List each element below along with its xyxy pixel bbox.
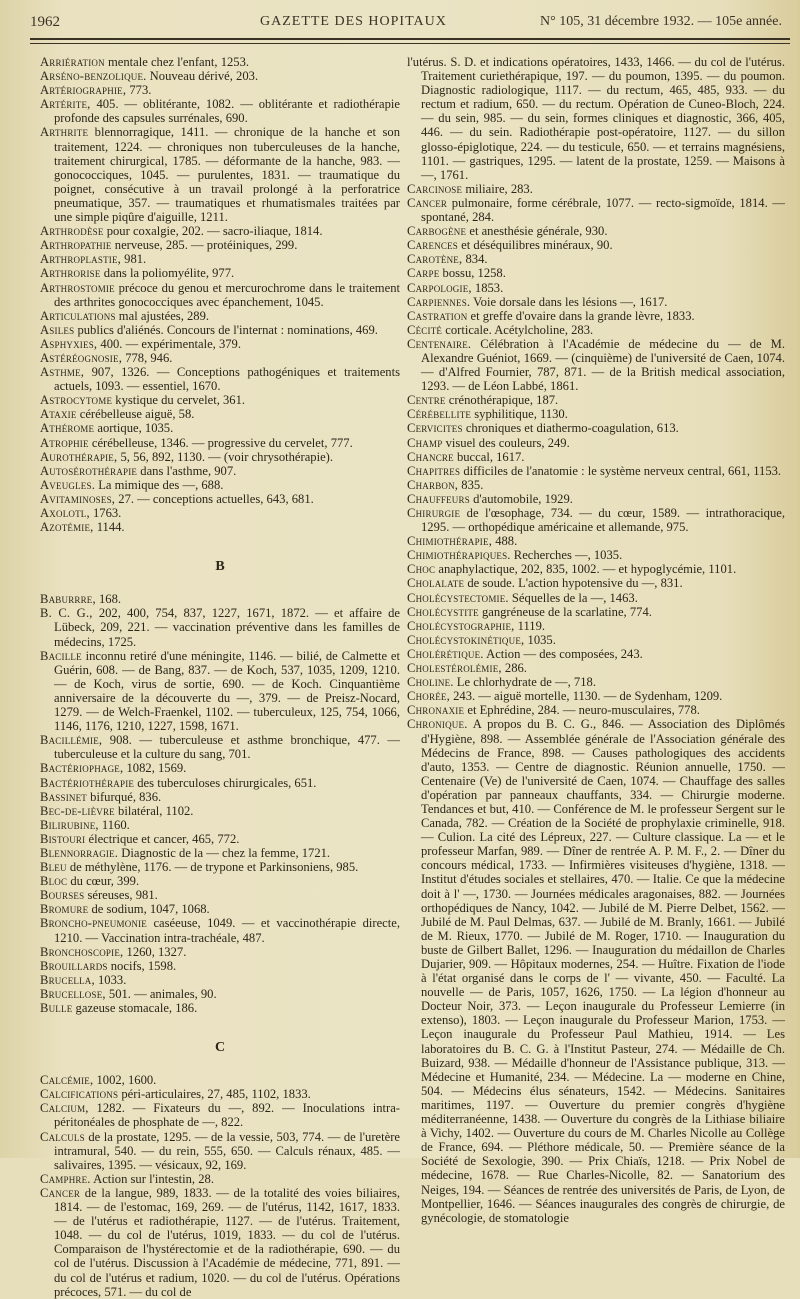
index-entry [40, 252, 400, 266]
index-headword: Arthroplastie, [40, 252, 122, 267]
index-references: 778, 946. [122, 350, 173, 365]
index-entry [407, 196, 785, 224]
index-references: kystique du cervelet, 361. [112, 393, 246, 408]
index-headword: Calculs [40, 1129, 85, 1144]
index-references: pulmonaire, forme cérébrale, 1077. — recto-sigmoïde, 1814. — spontané, 284. [421, 195, 785, 225]
index-references: 501. — animales, 90. [105, 986, 217, 1001]
index-entry [407, 252, 785, 266]
right-column [407, 55, 785, 1225]
index-entry [407, 309, 785, 323]
index-references: de sodium, 1047, 1068. [88, 902, 210, 917]
index-references: 1853. [471, 280, 504, 295]
section-letter: B [215, 559, 225, 575]
index-references: de méthylène, 1176. — de trypone et Parkinsoniens, 985. [66, 860, 359, 875]
index-references: 1119. [514, 618, 546, 633]
index-headword: Cholestérolémie, [407, 661, 502, 676]
index-references: et Ephrédine, 284. — neuro-musculaires, 778. [464, 703, 700, 718]
index-references: dans l'asthme, 907. [137, 463, 237, 478]
index-headword: Azotémie, [40, 520, 94, 535]
index-references: Action — des composées, 243. [483, 646, 643, 661]
index-references: cérébelleuse aiguë, 58. [76, 407, 195, 422]
index-entry [407, 337, 785, 393]
index-references: 835. [458, 477, 484, 492]
index-headword: Astéréognosie, [40, 350, 123, 365]
index-entry [40, 987, 400, 1001]
index-headword: Bacillémie, [40, 733, 103, 748]
index-references: séreuses, 981. [84, 888, 158, 903]
index-headword: Axolotl, [40, 506, 90, 520]
index-headword: Chronique. [407, 717, 468, 732]
index-references: bilatéral, 1102. [114, 803, 194, 818]
index-references: 1035. [524, 632, 556, 647]
index-entry [40, 1001, 400, 1015]
index-references: aortique, 1035. [94, 421, 174, 436]
index-entry [40, 818, 400, 832]
index-headword: Arthrodèse [40, 224, 104, 239]
index-headword: Bromure [40, 902, 89, 917]
index-headword: Centenaire. [407, 336, 472, 351]
index-entry [40, 804, 400, 818]
index-references: difficiles de l'anatomie : le système nerveux central, 661, 1153. [460, 463, 782, 478]
index-headword: Carbogène [407, 224, 467, 239]
index-headword: Cancer [40, 1185, 81, 1200]
index-headword: Chimiothérapie, [407, 534, 493, 549]
index-references: 1260, 1327. [123, 944, 187, 959]
index-headword: Arriération [40, 55, 105, 69]
index-headword: Bassinet [40, 789, 88, 804]
index-entry [407, 295, 785, 309]
index-entry [40, 832, 400, 846]
index-entry [407, 450, 785, 464]
index-entry [40, 83, 400, 97]
index-entry [40, 492, 400, 506]
index-entry [40, 1101, 400, 1129]
index-entry [40, 945, 400, 959]
index-entry [40, 125, 400, 224]
index-entry [407, 562, 785, 576]
index-entry [40, 55, 400, 69]
section-letter: C [214, 1040, 226, 1056]
index-entry [407, 675, 785, 689]
header-rule [30, 38, 790, 40]
index-references: 488. [492, 534, 518, 549]
index-headword: Arthrite [40, 125, 89, 140]
index-references: d'automobile, 1929. [469, 491, 573, 506]
index-headword: Choc [407, 562, 436, 577]
index-entry [407, 492, 785, 506]
index-references: pour coxalgie, 202. — sacro-iliaque, 1814. [103, 224, 323, 239]
index-entry [407, 238, 785, 252]
index-entry [40, 1130, 400, 1172]
index-references: l'utérus. S. D. et indications opératoires, 1433, 1466. — du col de l'utérus. Traitement curiethérapique, 197. — du poumon, 1395. — du poumon. Diagnostic radiologique, 1117. — du rectum, 465, 485, 933. — du rectum et radium, 650. — du rectum. Opération de Cuneo-Bloch, 224. — du sein, 985. — du sein, formes cliniques et diagnostic, 366, 405, 446. — du sein. Radiothérapie post-opératoire, 1127. — du sillon glosso-épiglotique, 224. — du testicule, 650. — et terrains magnésiens, 1101. — gastriques, 1295. — latent de la prostate, 1259. — Maisons à —, 1761. [407, 55, 785, 182]
index-entry [407, 407, 785, 421]
index-entry [40, 365, 400, 393]
index-references: de soude. L'action hypotensive du —, 831. [464, 576, 683, 591]
index-headword: Asiles [40, 322, 75, 337]
index-references: 400. — expérimentale, 379. [97, 336, 242, 351]
index-references: dans la poliomyélite, 977. [100, 266, 235, 281]
index-headword: Bactériothérapie [40, 775, 135, 790]
index-references: mal ajustées, 289. [115, 308, 210, 323]
index-references: 1763. [89, 506, 122, 520]
index-headword: Bactériophage, [40, 761, 124, 776]
index-references: mentale chez l'enfant, 1253. [104, 55, 250, 69]
index-headword: Asphyxies, [40, 336, 98, 351]
index-headword: Aurothérapie, [40, 449, 118, 464]
index-headword: Chauffeurs [407, 491, 470, 506]
index-headword: Artériographie, [40, 83, 127, 98]
index-headword: Calcémie, [40, 1073, 94, 1088]
index-references: péri-articulaires, 27, 485, 1102, 1833. [118, 1087, 311, 1102]
index-references: crénothérapique, 187. [445, 393, 559, 408]
index-entry [40, 790, 400, 804]
index-headword: Bourses [40, 888, 85, 903]
index-references: anaphylactique, 202, 835, 1002. — et hypoglycémie, 1101. [435, 562, 737, 577]
index-references: et greffe d'ovaire dans la grande lèvre, 1833. [467, 308, 695, 323]
index-references: 168. [95, 592, 122, 607]
index-references: bifurqué, 836. [87, 789, 162, 804]
index-references: de l'œsophage, 734. — du cœur, 1589. — intrathoracique, 1295. — orthopédique américaine et allemande, 975. [421, 506, 785, 535]
index-references: Action sur l'intestin, 28. [90, 1171, 214, 1186]
index-headword: Ataxie [40, 407, 77, 422]
index-headword: Blennorragie. [40, 845, 119, 860]
index-headword: Cholécystite [407, 604, 479, 619]
index-entry [40, 733, 400, 761]
index-entry [407, 323, 785, 337]
index-entry [40, 1186, 400, 1299]
index-headword: Carotène, [407, 252, 463, 267]
index-references: 1082, 1569. [123, 761, 187, 776]
index-headword: Chronaxie [407, 703, 465, 718]
index-entry [40, 266, 400, 280]
index-headword: Cérébellite [407, 407, 472, 422]
index-references: 1160. [98, 817, 130, 832]
index-entry [407, 591, 785, 605]
index-references: 405. — oblitérante, 1082. — oblitérante et radiothérapie profonde des capsules surrénales, 690. [54, 97, 400, 126]
index-entry [407, 506, 785, 534]
index-headword: Chapitres [407, 463, 461, 478]
index-references: électrique et cancer, 465, 772. [85, 831, 240, 846]
index-entry [407, 647, 785, 661]
index-entry [40, 520, 400, 534]
index-references: 243. — aiguë mortelle, 1130. — de Sydenham, 1209. [449, 689, 723, 704]
index-references: syphilitique, 1130. [471, 407, 568, 422]
index-headword: Brouillards [40, 958, 108, 973]
index-entry [40, 592, 400, 606]
index-entry [407, 619, 785, 633]
index-references: blennorragique, 1411. — chronique de la hanche et son traitement, 1224. — chroniques non tuberculeuses de la hanche, traitement chirurgical, 1785. — déformante de la hanche, 983. — gonococciques, 1045. — purulentes, 1831. — traumatique du poignet, consécutive à un travail prolongé à la perforatrice pneumatique, 357. — traumatiques et rhumatismales traitées par une simple piqûre d'aiguille, 1211. [54, 125, 400, 225]
index-references: Séquelles de la —, 1463. [508, 590, 638, 605]
index-headword: Athérome [40, 421, 95, 436]
index-entry [40, 337, 400, 351]
index-entry [40, 874, 400, 888]
index-references: corticale. Acétylcholine, 283. [442, 322, 594, 337]
index-headword: Calcium, [40, 1101, 89, 1116]
index-entry [407, 534, 785, 548]
index-references: précoce du genou et mercurochrome dans le traitement des arthrites gonococciques avec épanchement, 1045. [54, 280, 400, 309]
issue-info: N° 105, 31 décembre 1932. — 105e année. [540, 14, 782, 29]
index-headword: Cholérétique. [407, 646, 484, 661]
index-references: Recherches —, 1035. [510, 548, 623, 563]
index-headword: Cholécystographie, [407, 618, 515, 633]
index-references: visuel des couleurs, 249. [442, 435, 570, 450]
index-entry [40, 1073, 400, 1087]
index-references: 5, 56, 892, 1130. — (voir chrysothérapie). [117, 449, 334, 464]
index-headword: Avitaminoses, [40, 491, 116, 506]
index-entry [40, 407, 400, 421]
index-headword: Atrophie [40, 435, 89, 450]
index-entry [407, 266, 785, 280]
index-entry [40, 450, 400, 464]
index-entry [40, 281, 400, 309]
index-headword: Bilirubine, [40, 817, 99, 832]
index-headword: Cervicites [407, 421, 463, 436]
index-references: inconnu retiré d'une méningite, 1146. — bilié, de Calmette et Guérin, 608. — de Bang, 837. — de Koch, 537, 1035, 1209, 1210. — de Koch, virus de sortie, 690. — de Koch. Cinquantième anniversaire de la découverte du —, 379. — de Preisz-Nocard, 1279. — de Welch-Fraenkel, 1102. — tuberculeux, 125, 754, 1066, 1146, 1176, 1210, 1227, 1598, 1671. [54, 648, 400, 734]
journal-title: GAZETTE DES HOPITAUX [260, 14, 447, 29]
index-entry [40, 224, 400, 238]
index-entry [40, 436, 400, 450]
index-entry [40, 351, 400, 365]
index-references: 1144. [93, 520, 125, 535]
index-entry [40, 860, 400, 874]
index-entry [407, 393, 785, 407]
index-headword: Charbon, [407, 477, 459, 492]
index-headword: Bleu [40, 860, 67, 875]
index-references: 834. [462, 252, 488, 267]
index-headword: Arthrostomie [40, 280, 115, 295]
index-headword: Carences [407, 238, 459, 253]
index-headword: Champ [407, 435, 443, 450]
index-entry [40, 309, 400, 323]
index-entry [40, 323, 400, 337]
index-entry [407, 464, 785, 478]
left-column [40, 55, 400, 1299]
page-number: 1962 [30, 14, 60, 30]
index-references: 907, 1326. — Conceptions pathogéniques et traitements actuels, 1093. — essentiel, 1670. [54, 365, 400, 394]
index-headword: Bec-de-lièvre [40, 803, 115, 818]
index-references: Diagnostic de la — chez la femme, 1721. [118, 845, 331, 860]
page-header [30, 12, 790, 34]
index-headword: Castration [407, 308, 468, 323]
index-headword: Aveugles. [40, 477, 96, 492]
index-references: La mimique des —, 688. [95, 477, 224, 492]
index-entry [40, 69, 400, 83]
index-references: 27. — conceptions actuelles, 643, 681. [115, 491, 314, 506]
index-references: du cœur, 399. [67, 874, 140, 889]
index-entry [40, 506, 400, 520]
index-entry [40, 888, 400, 902]
index-references: et anesthésie générale, 930. [466, 224, 608, 239]
index-references: 773. [126, 83, 152, 98]
index-entry [40, 478, 400, 492]
index-references: gazeuse stomacale, 186. [72, 1001, 198, 1015]
index-headword: Camphre. [40, 1171, 91, 1186]
index-headword: Carpologie, [407, 280, 472, 295]
index-entry [407, 478, 785, 492]
index-references: nerveuse, 285. — protéiniques, 299. [111, 238, 298, 253]
index-references: A propos du B. C. G., 846. — Association des Diplômés d'Hygiène, 898. — Assemblée générale de l'Association générale des Médecins de France, 898. — Causes pathologiques des accidents d'auto, 1353. — Centre de diagnostic. Réunion annuelle, 1750. — Centenaire (Ve) de l'université de Caen, 1074. — Chauffage des salles d'opération par panneaux chauffants, 334. — Chirurgie moderne. Tendances et but, 410. — Conférence de M. le professeur Sergent sur le Canada, 782. — Création de la Société de prophylaxie criminelle, 918. — Culion. La cité des Lépreux, 227. — Culture classique. La — et le professeur Marfan, 989. — Dîner de rentrée A. P. M. F., 2. — Dîner du concours médical, 1733. — Infirmières visiteuses d'hygiène, 1318. — Institut d'études sociales et stellaires, 470. — Italie. Ce que la médecine doit à l' —, 1730. — Journées médicales aragonaises, 882. — Journées orthopédiques de Nancy, 1042. — Jubilé de M. Pierre Delbet, 1562. — Jubilé de M. Paul Delmas, 637. — Jubilé de M. Branly, 1661. — Jubilé de M. Rieux, 1770. — Jubilé de M. Roger, 1710. — Inauguration du buste de Gilbert Ballet, 1296. — Inauguration du médaillon de Charles Dujarier, 909. — Hôpitaux modernes, 254. — Huître. Fixation de l'iode à l'état organisé dans le corps de l' — vivante, 450. — Faculté. La nouvelle — de Paris, 1057, 1626, 1750. — La légion d'honneur au Docteur Noir, 373. — Leçon inaugurale du Professeur Lemierre (in extenso), 1803. — Leçon inaugurale du Professeur Marion, 1753. — Leçon inaugurale du Professeur Paul Mathieu, 1914. — Les laboratoires du B. C. G. à l'Institut Pasteur, 274. — Médaille de Ch. Buizard, 938. — Médaille d'honneur de l'Assistance publique, 313. — Médecine et Humanité, 234. — Médecine. La — moderne en Chine, 504. — Médecins élus sénateurs, 1542. — Médecins. Sanitaires maritimes, 1197. — Ouverture du premier congrès d'hygiène méditerranéenne, 1438. — Ouverture du congrès de la Lithiase biliaire à Vichy, 1402. — Ouverture du cours de M. Charles Nicolle au Collège de France, 694. — Pléthore médicale, 50. — Première séance de la Société de Sexologie, 390. — Prix Chiaïs, 1218. — Prix Nobel de médecine, 1678. — Rue Charles-Nicolle, 82. — Sanatorium des Neiges, 194. — Séances de rentrée des universités de Paris, de Lyon, de Montpellier, 1646. — Séances inaugurales des congrès de chirurgie, de gynécologie, de stomatologie [421, 717, 785, 1225]
index-references: Célébration à l'Académie de médecine du — de M. Alexandre Guéniot, 1669. — (cinquième) de l'université de Caen, 1074. — d'Alfred Fournier, 787, 871. — de la British medical association, 1293. — de Léon Labbé, 1861. [421, 336, 785, 394]
index-headword: Arthrorise [40, 266, 101, 281]
index-headword: Chimiothérapiques. [407, 548, 511, 563]
index-entry [40, 776, 400, 790]
index-headword: Arséno-benzolique. [40, 69, 147, 84]
index-entry [407, 224, 785, 238]
index-references: 202, 400, 754, 837, 1227, 1671, 1872. — et affaire de Lübeck, 209, 221. — vaccination préventive dans les familles de médecins, 1725. [54, 606, 400, 649]
index-references: Nouveau dérivé, 203. [146, 69, 259, 84]
index-entry [40, 393, 400, 407]
index-headword: Brucellose, [40, 986, 106, 1001]
index-headword: Chorée, [407, 689, 450, 704]
index-entry [40, 973, 400, 987]
index-entry [40, 606, 400, 648]
index-references: caséeuse, 1049. — et vaccinothérapie directe, 1210. — Vaccination intra-trachéale, 487. [54, 916, 400, 945]
index-entry [407, 605, 785, 619]
index-entry [407, 689, 785, 703]
index-headword: Baburrre, [40, 592, 96, 607]
index-entry [407, 281, 785, 295]
index-references: et déséquilibres minéraux, 90. [458, 238, 613, 253]
index-headword: Centre [407, 393, 446, 408]
index-headword: Arthropathie [40, 238, 112, 253]
index-references: 908. — tuberculeuse et asthme bronchique, 477. — tuberculeuse et la culture du sang, 701. [54, 733, 400, 762]
index-references: 286. [501, 661, 527, 676]
index-entry [407, 576, 785, 590]
index-headword: Cholécystectomie. [407, 590, 509, 605]
index-references: Le chlorhydrate de —, 718. [453, 675, 596, 690]
index-headword: Brucella, [40, 972, 95, 987]
index-entry [40, 1087, 400, 1101]
index-headword: Chancre [407, 449, 454, 464]
index-headword: Carcinose [407, 181, 463, 196]
index-headword: Cholalate [407, 576, 465, 591]
index-entry [407, 55, 785, 182]
index-entry [407, 703, 785, 717]
index-references: buccal, 1617. [453, 449, 525, 464]
index-entry [40, 902, 400, 916]
index-entry [407, 436, 785, 450]
index-references: de la langue, 989, 1833. — de la totalité des voies biliaires, 1814. — de l'estomac, 169, 269. — de l'utérus, 1142, 1617, 1833. — de l'utérus et radiothérapie, 1127. — de l'utérus. Traitement, 1048. — du col de l'utérus, 1019, 1833. — du col de l'utérus. Comparaison de l'hystérectomie et de la radiothérapie, 690. — du col de l'utérus. Discussion à l'Académie de médecine, 771, 891. — du col de l'utérus et radium, 1020. — du col de l'utérus. Opérations précoces, 571. — du col de [54, 1185, 400, 1299]
index-references: publics d'aliénés. Concours de l'internat : nominations, 469. [74, 322, 378, 337]
index-headword: Calcifications [40, 1087, 119, 1102]
index-references: 1002, 1600. [93, 1073, 157, 1088]
index-entry [407, 421, 785, 435]
index-headword: Bronchoscopie, [40, 944, 124, 959]
index-references: 1033. [94, 972, 127, 987]
index-references: 1282. — Fixateurs du —, 892. — Inoculations intra-péritonéales de phosphate de —, 822. [54, 1101, 400, 1130]
index-references: des tuberculoses chirurgicales, 651. [134, 775, 317, 790]
index-references: 981. [121, 252, 147, 267]
index-references: miliaire, 283. [462, 181, 533, 196]
index-headword: Bloc [40, 874, 68, 889]
index-entry [40, 1172, 400, 1186]
index-entry [40, 649, 400, 734]
index-references: bossu, 1258. [439, 266, 506, 281]
index-headword: Autosérothérapie [40, 463, 138, 478]
index-headword: Cancer [407, 195, 448, 210]
index-headword: Cholécystokinétique, [407, 632, 525, 647]
index-references: chroniques et diathermo-coagulation, 613. [462, 421, 679, 436]
index-entry [40, 761, 400, 775]
index-references: de la prostate, 1295. — de la vessie, 503, 774. — de l'uretère intramural, 540. — du rein, 555, 650. — Calculs rénaux, 485. — salivaires, 1395. — vésicaux, 92, 169. [54, 1129, 400, 1172]
index-entry [40, 464, 400, 478]
index-entry [40, 916, 400, 944]
index-headword: Chirurgie [407, 506, 461, 520]
index-headword: Artérite, [40, 97, 91, 112]
index-headword: Carpiennes. [407, 294, 471, 309]
index-headword: Articulations [40, 308, 116, 323]
index-references: nocifs, 1598. [107, 958, 177, 973]
index-headword: Carpe [407, 266, 440, 281]
index-entry [40, 238, 400, 252]
index-headword: Bulle [40, 1001, 73, 1015]
index-entry [40, 846, 400, 860]
index-headword: Bacille [40, 648, 82, 663]
index-headword: B. C. G., [40, 606, 93, 621]
index-references: cérébelleuse, 1346. — progressive du cervelet, 777. [88, 435, 353, 450]
header-rule-thin [30, 43, 790, 44]
index-entry [407, 548, 785, 562]
index-headword: Bistouri [40, 831, 86, 846]
index-headword: Astrocytome [40, 393, 113, 408]
index-entry [407, 717, 785, 1224]
index-headword: Asthme, [40, 365, 85, 380]
index-entry [407, 661, 785, 675]
index-references: Voie dorsale dans les lésions —, 1617. [470, 294, 668, 309]
index-entry [407, 633, 785, 647]
index-entry [40, 97, 400, 125]
index-entry [40, 959, 400, 973]
index-entry [40, 421, 400, 435]
index-entry [407, 182, 785, 196]
index-headword: Cécité [407, 322, 443, 337]
index-references: gangréneuse de la scarlatine, 774. [478, 604, 652, 619]
index-headword: Broncho-pneumonie [40, 916, 147, 931]
index-headword: Choline. [407, 675, 454, 690]
